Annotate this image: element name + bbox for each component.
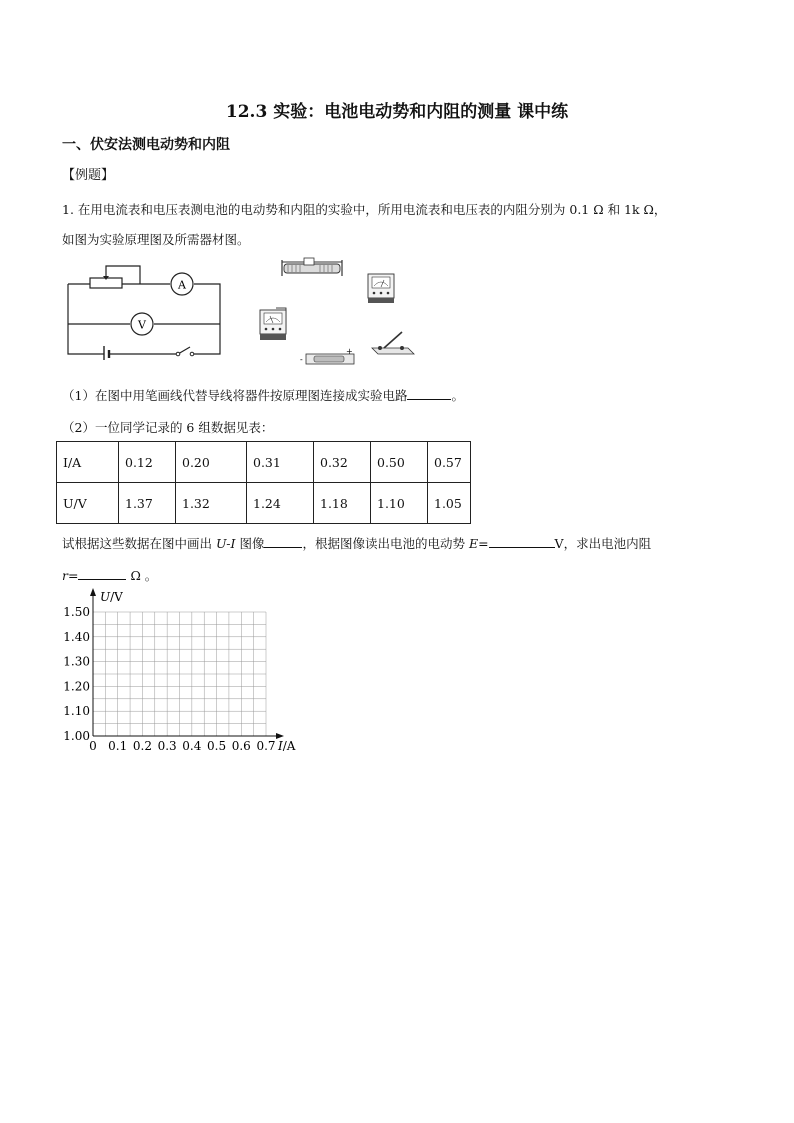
table-cell: 0.57 — [428, 442, 471, 483]
x-tick-label: 0.6 — [231, 739, 251, 753]
svg-text:A: A — [178, 278, 186, 292]
svg-text:+: + — [346, 347, 353, 356]
x-tick-label: 0.4 — [182, 739, 202, 753]
voltmeter-symbol — [131, 313, 153, 335]
ammeter-symbol — [171, 273, 193, 295]
svg-text:-: - — [300, 355, 303, 364]
answer-blank-emf[interactable] — [489, 535, 555, 548]
answer-blank-graph[interactable] — [264, 535, 302, 548]
example-tag: 【例题】 — [62, 168, 115, 183]
table-cell: 1.32 — [176, 483, 247, 524]
table-cell: 0.32 — [314, 442, 371, 483]
table-cell: 0.31 — [247, 442, 314, 483]
page-title: 12.3 实验：电池电动势和内阻的测量 课中练 — [225, 102, 569, 122]
data-table — [56, 441, 471, 524]
table-cell: 0.50 — [371, 442, 428, 483]
question-3-line-2: r= Ω 。 — [62, 568, 158, 583]
x-axis-label: I/A — [278, 739, 296, 753]
svg-text:V: V — [138, 318, 146, 332]
table-cell: 1.10 — [371, 483, 428, 524]
question-1-text: （1）在图中用笔画线代替导线将器件按原理图连接成实验电路 — [62, 388, 408, 403]
y-tick-label: 1.10 — [63, 704, 90, 719]
x-tick-label: 0.7 — [256, 739, 276, 753]
answer-blank-resistance[interactable] — [78, 567, 126, 580]
table-cell: 1.37 — [119, 483, 176, 524]
rheostat-illustration — [282, 258, 342, 276]
table-row-label: U/V — [57, 483, 119, 524]
switch-illustration — [372, 332, 414, 354]
table-row-label: I/A — [57, 442, 119, 483]
apparatus-illustration — [276, 256, 426, 368]
answer-blank-circuit[interactable] — [407, 387, 451, 400]
y-tick-label: 1.30 — [63, 654, 90, 669]
table-cell: 1.24 — [247, 483, 314, 524]
ui-graph-grid — [60, 584, 310, 760]
problem-line-2: 如图为实验原理图及所需器材图。 — [62, 232, 250, 247]
table-cell: 1.05 — [428, 483, 471, 524]
x-tick-label: 0.2 — [132, 739, 152, 753]
x-tick-label: 0.1 — [108, 739, 128, 753]
table-cell: 0.12 — [119, 442, 176, 483]
meter-illustration-left-body — [258, 308, 292, 348]
table-cell: 1.18 — [314, 483, 371, 524]
y-axis-label: U/V — [100, 590, 123, 604]
y-tick-label: 1.20 — [63, 679, 90, 694]
x-tick-label: 0 — [89, 739, 97, 753]
y-tick-label: 1.00 — [63, 729, 90, 743]
circuit-diagram — [60, 258, 230, 360]
problem-line-1: 1. 在用电流表和电压表测电池的电动势和内阻的实验中，所用电流表和电压表的内阻分别为 0.1 Ω 和 1k Ω， — [62, 202, 667, 217]
section-heading: 一、伏安法测电动势和内阻 — [62, 137, 230, 153]
x-tick-label: 0.3 — [157, 739, 177, 753]
y-axis-arrow-icon — [90, 588, 96, 596]
meter-illustration-right — [368, 274, 394, 303]
battery-holder-illustration — [300, 347, 354, 364]
x-tick-label: 0.5 — [207, 739, 227, 753]
y-tick-label: 1.40 — [63, 629, 90, 644]
table-cell: 0.20 — [176, 442, 247, 483]
table-row — [57, 442, 471, 483]
question-2: （2）一位同学记录的 6 组数据见表： — [62, 420, 274, 435]
y-tick-label: 1.50 — [63, 605, 90, 619]
table-row — [57, 483, 471, 524]
question-1: （1）在图中用笔画线代替导线将器件按原理图连接成实验电路 。 — [62, 388, 464, 403]
question-3-line-1: 试根据这些数据在图中画出 U-I 图像 ，根据图像读出电池的电动势 E= V，求出电池内阻 — [62, 536, 652, 551]
